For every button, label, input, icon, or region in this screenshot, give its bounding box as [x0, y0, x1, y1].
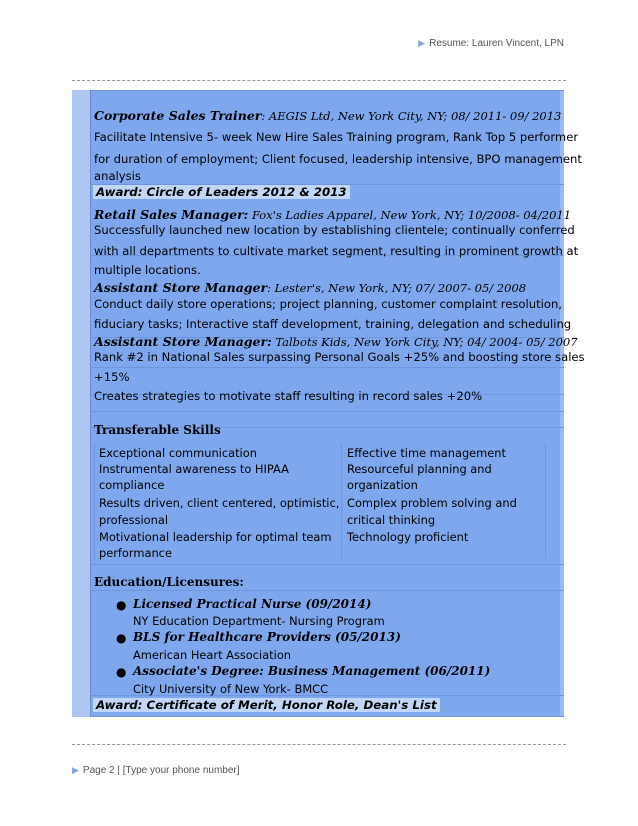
skill-item: Exceptional communication [99, 446, 257, 460]
job-line: Conduct daily store operations; project planning, customer complaint resolution, [94, 297, 562, 311]
footer-divider [72, 744, 566, 745]
job-line: Facilitate Intensive 5- week New Hire Sales Training program, Rank Top 5 performer [94, 130, 579, 144]
job-line: multiple locations. [94, 263, 201, 277]
bullet-icon: ● [116, 598, 127, 612]
education-subtitle: American Heart Association [133, 648, 292, 662]
skill-item: Motivational leadership for optimal team [99, 530, 332, 544]
skill-item: compliance [99, 478, 165, 492]
job-heading [94, 277, 526, 296]
job-detail: Lester's, New York, NY; 07/ 2007- 05/ 2008 [274, 281, 527, 295]
job-title: Assistant Store Manager: [94, 334, 272, 349]
bullet-icon: ● [116, 665, 127, 679]
grid-line [91, 590, 564, 591]
footer-text: Page 2 | [Type your phone number] [82, 765, 240, 776]
skill-item: critical thinking [347, 513, 436, 527]
skill-item: Effective time management [347, 446, 506, 460]
job-heading [94, 331, 578, 350]
job-separator: : [261, 109, 269, 123]
bullet-icon: ● [116, 631, 127, 645]
education-title: BLS for Healthcare Providers (05/2013) [133, 630, 401, 644]
education-heading: Education/Licensures: [94, 575, 244, 589]
job-line: Creates strategies to motivate staff resulting in record sales +20% [94, 389, 483, 403]
panel-left-bar [72, 90, 91, 717]
page-header [418, 38, 564, 49]
job-line: Successfully launched new location by establishing clientele; continually conferred [94, 223, 575, 237]
skill-item: Instrumental awareness to HIPAA [99, 462, 289, 476]
education-subtitle: NY Education Department- Nursing Program [133, 614, 385, 628]
job-detail: Talbots Kids, New York City, NY; 04/ 2004- 05/ 2007 [275, 335, 578, 349]
header-title: Resume: Lauren Vincent, LPN [429, 38, 564, 49]
job-title: Assistant Store Manager [94, 280, 268, 295]
grid-line [91, 367, 564, 368]
job-title: Corporate Sales Trainer [94, 108, 262, 123]
award-certificate-of-merit: Award: Certificate of Merit, Honor Role, Dean's List [93, 698, 440, 712]
skill-item: Results driven, client centered, optimistic, [99, 496, 340, 510]
table-border [341, 443, 342, 559]
grid-line [91, 716, 564, 717]
header-divider [72, 80, 566, 81]
education-title: Associate's Degree: Business Management (06/2011) [133, 664, 491, 678]
grid-line [91, 564, 564, 565]
job-title: Retail Sales Manager: [94, 207, 249, 222]
page-footer [72, 765, 240, 776]
award-circle-of-leaders: Award: Circle of Leaders 2012 & 2013 [93, 185, 350, 199]
education-title: Licensed Practical Nurse (09/2014) [133, 597, 372, 611]
triangle-marker-icon: ▶ [418, 38, 426, 48]
job-line: fiduciary tasks; Interactive staff development, training, delegation and scheduling [94, 317, 572, 331]
skills-heading: Transferable Skills [94, 423, 221, 437]
skill-item: professional [99, 513, 169, 527]
skill-item: organization [347, 478, 418, 492]
table-border [545, 443, 546, 559]
grid-line [91, 90, 564, 91]
job-line: +15% [94, 370, 130, 384]
job-line: analysis [94, 169, 141, 183]
job-detail: AEGIS Ltd, New York City, NY; 08/ 2011- 09/ 2013 [268, 109, 562, 123]
skill-item: performance [99, 546, 172, 560]
education-subtitle: City University of New York- BMCC [133, 682, 329, 696]
table-border [94, 443, 95, 559]
triangle-marker-icon: ▶ [72, 765, 79, 775]
job-line: Rank #2 in National Sales surpassing Personal Goals +25% and boosting store sales [94, 350, 585, 364]
job-line: for duration of employment; Client focused, leadership intensive, BPO management [94, 152, 582, 166]
job-heading [94, 204, 571, 223]
skill-item: Complex problem solving and [347, 496, 517, 510]
job-separator: : [267, 281, 275, 295]
job-detail: Fox's Ladies Apparel, New York, NY; 10/2008- 04/2011 [251, 208, 572, 222]
grid-line [91, 411, 564, 412]
job-heading [94, 105, 561, 124]
job-line: with all departments to cultivate market segment, resulting in prominent growth at [94, 244, 579, 258]
skill-item: Technology proficient [347, 530, 469, 544]
skill-item: Resourceful planning and [347, 462, 492, 476]
